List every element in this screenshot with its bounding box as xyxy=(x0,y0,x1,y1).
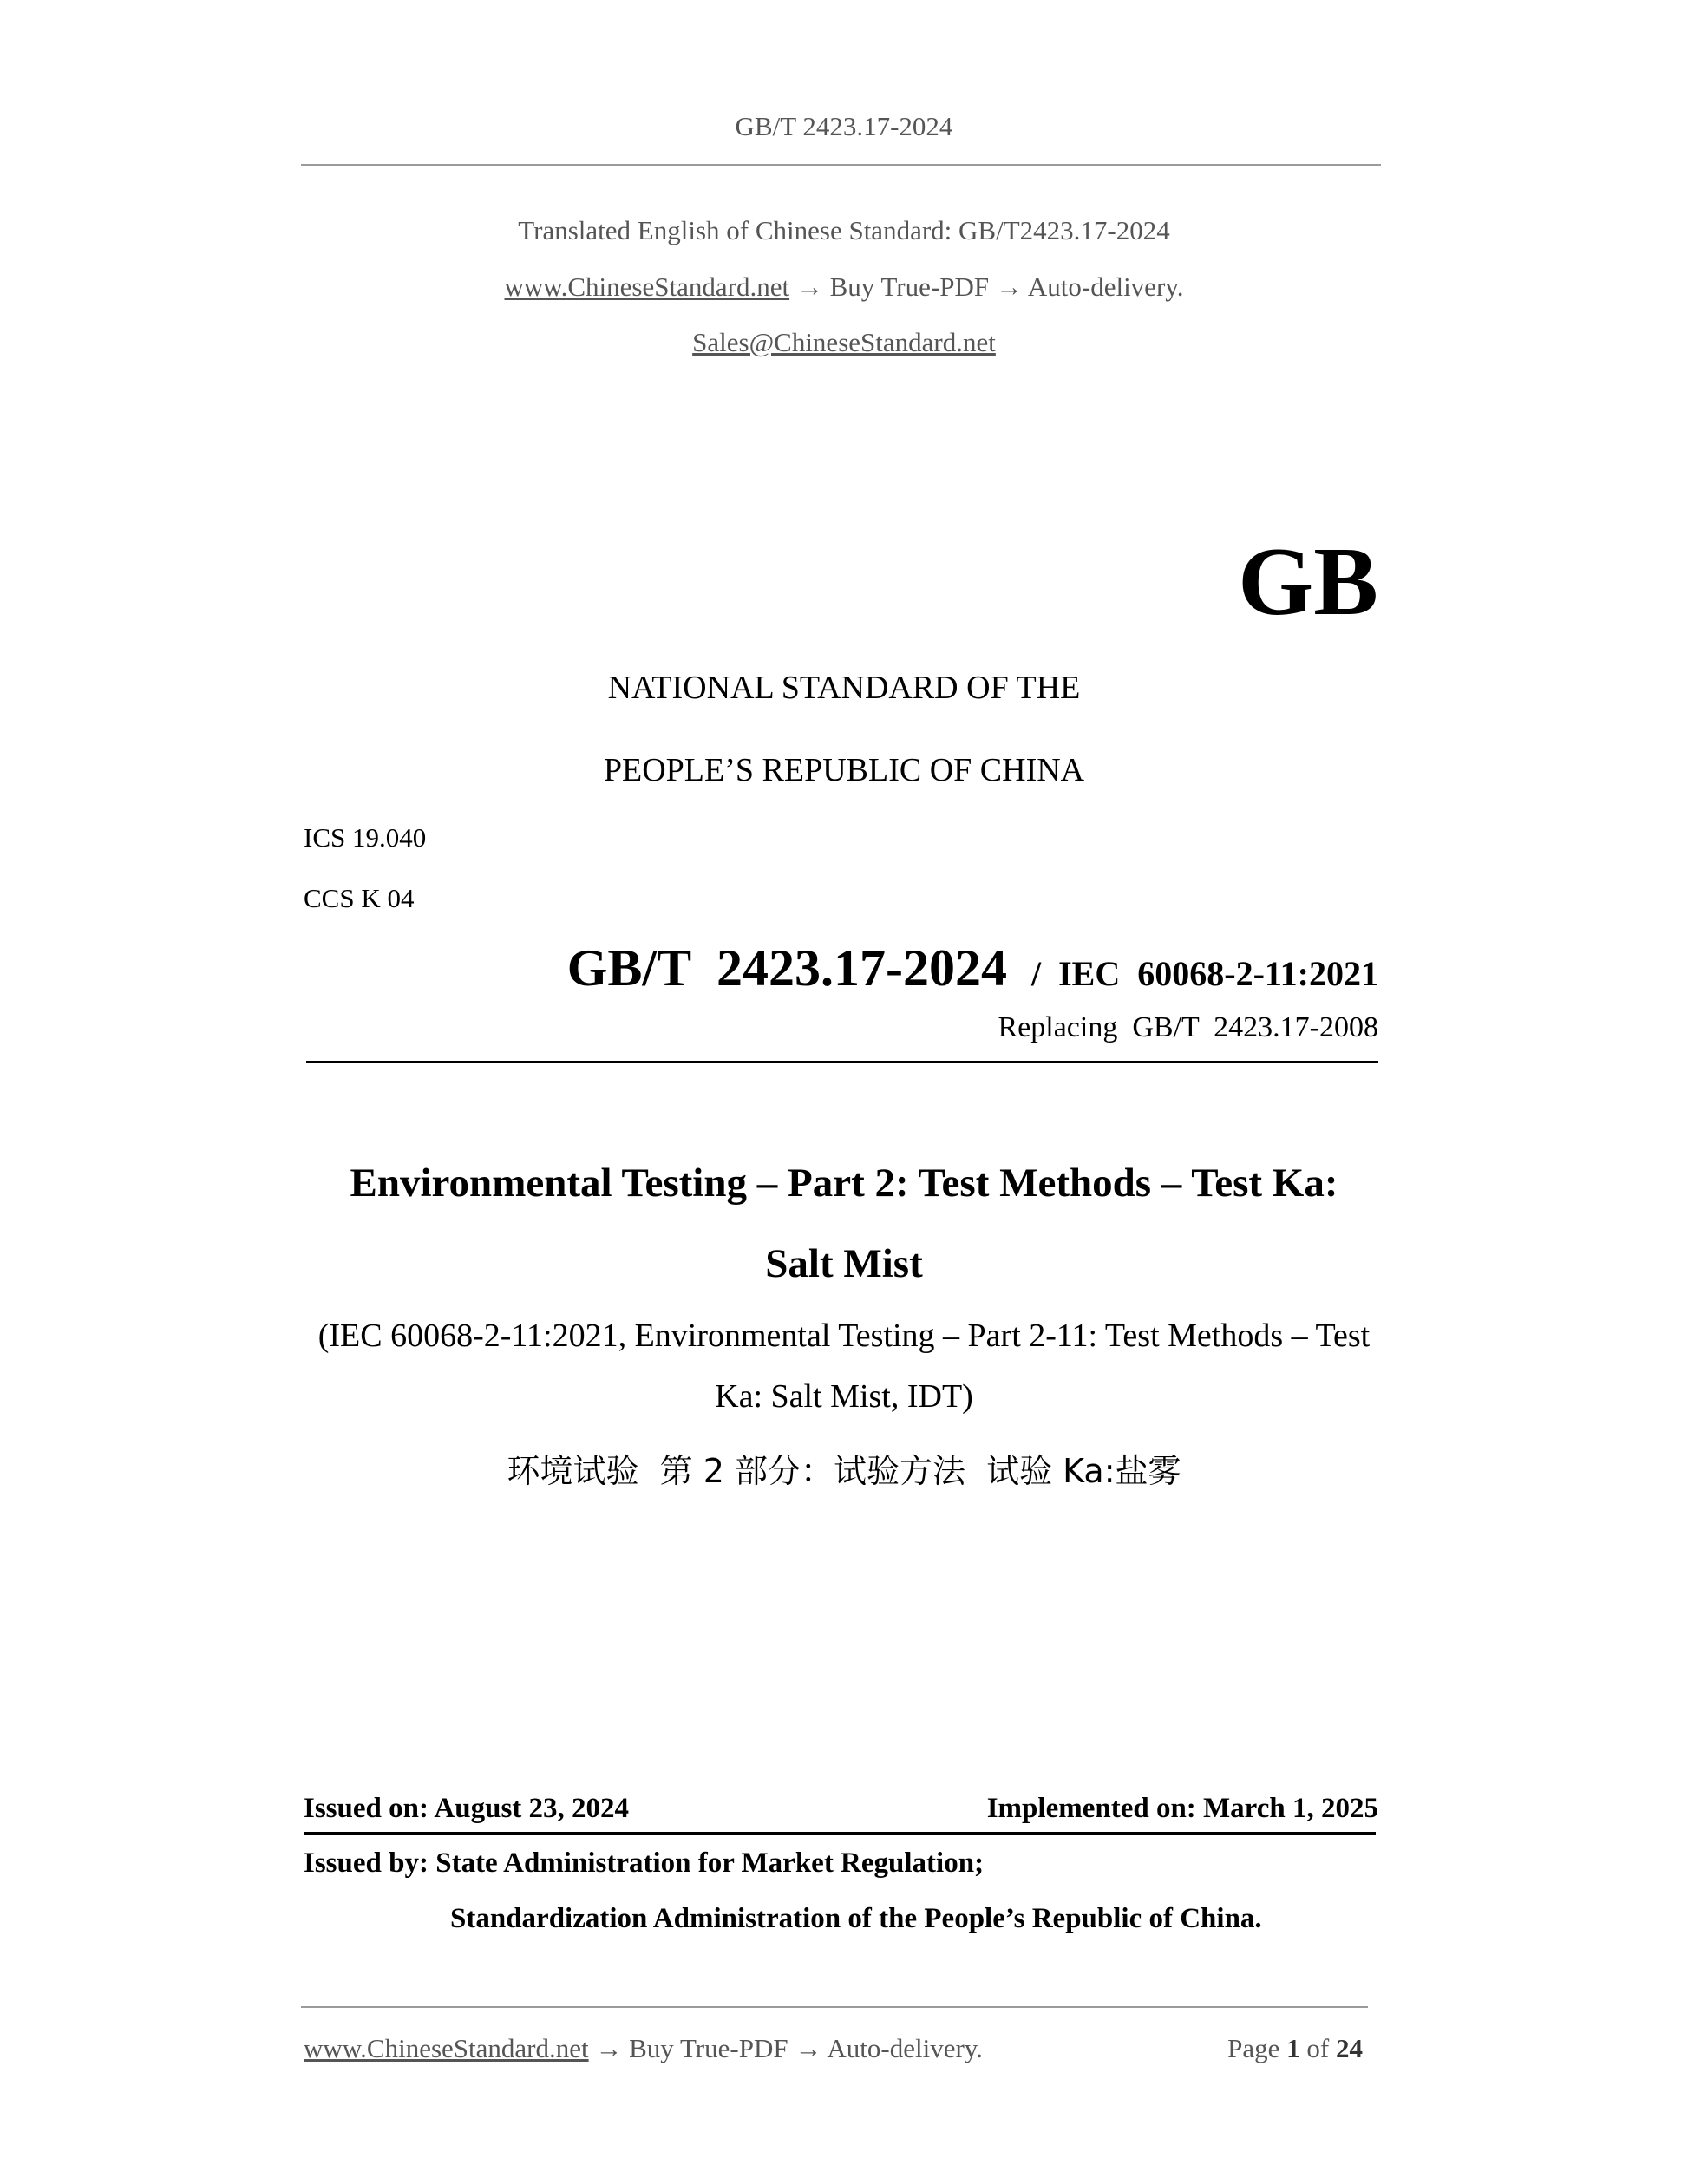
arrow-right-icon: → xyxy=(995,271,1023,302)
number-separator: / xyxy=(1030,954,1042,993)
footer-divider xyxy=(301,2006,1368,2008)
buy-text: Buy True-PDF xyxy=(829,271,990,302)
gb-logo: GB xyxy=(1238,528,1378,636)
of-label: of xyxy=(1306,2033,1330,2063)
page-indicator xyxy=(1227,2033,1363,2064)
chinese-title: 环境试验 第 2 部分：试验方法 试验 Ka:盐雾 xyxy=(507,1452,1181,1490)
standard-number-row xyxy=(567,938,1378,998)
footer-purchase-notice xyxy=(304,2033,983,2064)
english-title-line2: Salt Mist xyxy=(765,1241,923,1286)
standard-number: GB/T 2423.17-2024 xyxy=(566,939,1007,997)
ics-code: ICS 19.040 xyxy=(304,822,427,853)
issued-on-date: Issued on: August 23, 2024 xyxy=(304,1793,630,1824)
email-row xyxy=(0,327,1688,358)
purchase-notice xyxy=(0,271,1688,303)
delivery-text: Auto-delivery. xyxy=(1027,271,1184,302)
issued-by-line1: Issued by: State Administration for Market Regulation; xyxy=(304,1847,985,1879)
arrow-right-icon: → xyxy=(595,2033,623,2063)
iec-reference: IEC 60068-2-11:2021 xyxy=(1058,954,1378,993)
arrow-right-icon: → xyxy=(795,271,823,302)
footer-delivery-text: Auto-delivery. xyxy=(827,2033,984,2063)
arrow-right-icon: → xyxy=(795,2033,822,2063)
page-total: 24 xyxy=(1336,2033,1363,2063)
iec-subtitle-line2: Ka: Salt Mist, IDT) xyxy=(715,1378,973,1415)
issued-by-line2: Standardization Administration of the People’s Republic of China. xyxy=(450,1903,1262,1934)
running-header: GB/T 2423.17-2024 xyxy=(735,111,953,141)
sales-email-link[interactable]: Sales@ChineseStandard.net xyxy=(692,327,996,357)
standard-number-divider xyxy=(306,1061,1378,1063)
dates-divider xyxy=(304,1832,1376,1835)
page-label: Page xyxy=(1227,2033,1280,2063)
header-divider xyxy=(301,164,1381,166)
national-standard-line2: PEOPLE’S REPUBLIC OF CHINA xyxy=(603,752,1085,788)
national-standard-line1: NATIONAL STANDARD OF THE xyxy=(607,670,1081,706)
translation-notice: Translated English of Chinese Standard: GB/T2423.17-2024 xyxy=(518,215,1170,245)
page-number: 1 xyxy=(1286,2033,1300,2063)
footer-buy-text: Buy True-PDF xyxy=(629,2033,788,2063)
footer-site-link[interactable]: www.ChineseStandard.net xyxy=(304,2033,589,2063)
english-title-line1: Environmental Testing – Part 2: Test Methods – Test Ka: xyxy=(350,1161,1338,1206)
ccs-code: CCS K 04 xyxy=(304,883,415,913)
iec-subtitle-line1: (IEC 60068-2-11:2021, Environmental Testing – Part 2-11: Test Methods – Test xyxy=(317,1318,1371,1354)
site-link[interactable]: www.ChineseStandard.net xyxy=(504,271,790,302)
replacing-note: Replacing GB/T 2423.17-2008 xyxy=(998,1011,1378,1043)
implemented-on-date: Implemented on: March 1, 2025 xyxy=(986,1793,1378,1824)
